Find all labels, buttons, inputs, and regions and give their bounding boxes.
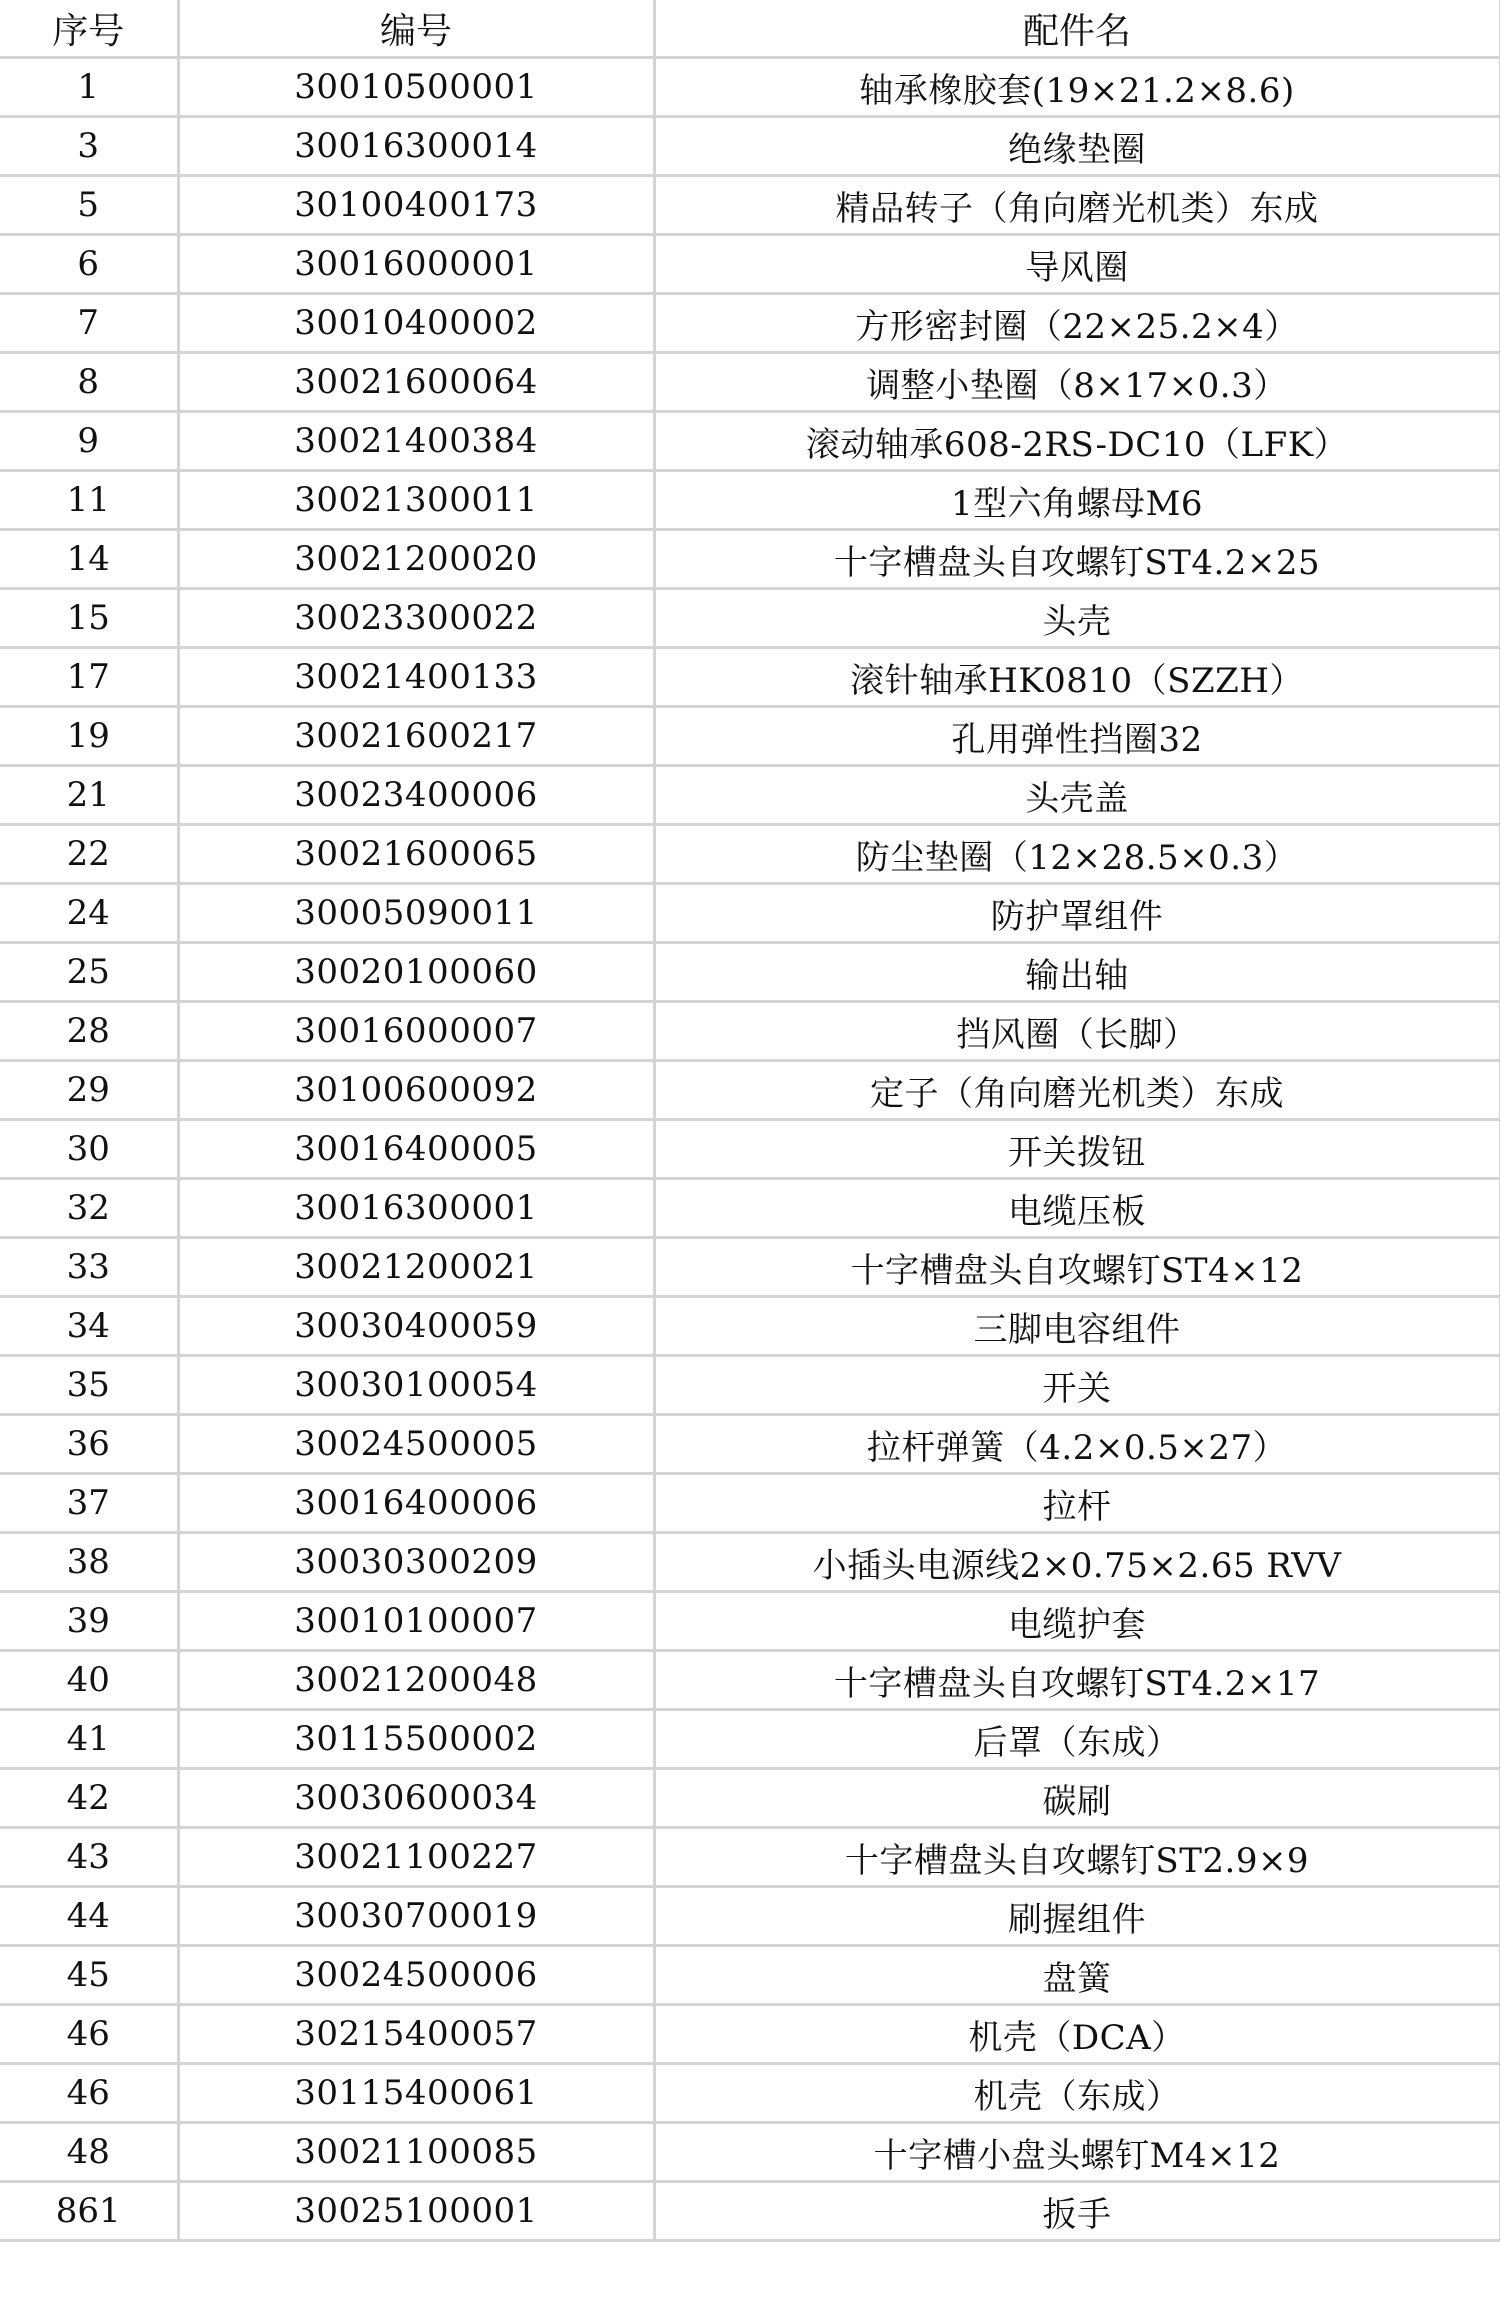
table-row: [0, 1061, 1500, 1120]
cell-code: 30016300001: [178, 1179, 654, 1238]
cell-part-name: 机壳（DCA）: [654, 2005, 1500, 2064]
table-row: [0, 1238, 1500, 1297]
cell-part-name: 扳手: [654, 2182, 1500, 2241]
cell-code: 30024500005: [178, 1415, 654, 1474]
cell-part-name: 拉杆弹簧（4.2×0.5×27）: [654, 1415, 1500, 1474]
cell-code: 30021600217: [178, 707, 654, 766]
cell-code: 30020100060: [178, 943, 654, 1002]
cell-code: 30023400006: [178, 766, 654, 825]
table-row: [0, 884, 1500, 943]
cell-part-name: 滚针轴承HK0810（SZZH）: [654, 648, 1500, 707]
cell-code: 30021100085: [178, 2123, 654, 2182]
cell-index: 40: [0, 1651, 178, 1710]
cell-index: 30: [0, 1120, 178, 1179]
cell-part-name: 头壳: [654, 589, 1500, 648]
cell-code: 30030600034: [178, 1769, 654, 1828]
table-row: [0, 766, 1500, 825]
cell-code: 30100400173: [178, 176, 654, 235]
table-row: [0, 1887, 1500, 1946]
cell-part-name: 碳刷: [654, 1769, 1500, 1828]
table-row: [0, 1297, 1500, 1356]
cell-index: 24: [0, 884, 178, 943]
cell-index: 861: [0, 2182, 178, 2241]
cell-part-name: 定子（角向磨光机类）东成: [654, 1061, 1500, 1120]
cell-index: 46: [0, 2005, 178, 2064]
table-row: [0, 471, 1500, 530]
cell-part-name: 开关拨钮: [654, 1120, 1500, 1179]
table-row: [0, 1474, 1500, 1533]
cell-code: 30030100054: [178, 1356, 654, 1415]
cell-index: 28: [0, 1002, 178, 1061]
cell-code: 30021100227: [178, 1828, 654, 1887]
cell-code: 30016400005: [178, 1120, 654, 1179]
cell-part-name: 拉杆: [654, 1474, 1500, 1533]
cell-code: 30021200021: [178, 1238, 654, 1297]
table-row: [0, 1356, 1500, 1415]
cell-index: 3: [0, 117, 178, 176]
cell-code: 30030400059: [178, 1297, 654, 1356]
cell-code: 30030700019: [178, 1887, 654, 1946]
cell-index: 42: [0, 1769, 178, 1828]
cell-index: 9: [0, 412, 178, 471]
table-row: [0, 117, 1500, 176]
cell-part-name: 十字槽盘头自攻螺钉ST4.2×17: [654, 1651, 1500, 1710]
cell-index: 22: [0, 825, 178, 884]
table-row: [0, 1828, 1500, 1887]
table-row: [0, 1651, 1500, 1710]
cell-code: 30024500006: [178, 1946, 654, 2005]
cell-index: 41: [0, 1710, 178, 1769]
table-row: [0, 530, 1500, 589]
cell-part-name: 小插头电源线2×0.75×2.65 RVV: [654, 1533, 1500, 1592]
cell-code: 30115500002: [178, 1710, 654, 1769]
table-row: [0, 2005, 1500, 2064]
cell-code: 30016000001: [178, 235, 654, 294]
cell-index: 14: [0, 530, 178, 589]
cell-part-name: 后罩（东成）: [654, 1710, 1500, 1769]
cell-index: 43: [0, 1828, 178, 1887]
header-index: 序号: [0, 0, 178, 58]
cell-part-name: 1型六角螺母M6: [654, 471, 1500, 530]
cell-code: 30016000007: [178, 1002, 654, 1061]
cell-code: 30030300209: [178, 1533, 654, 1592]
cell-part-name: 开关: [654, 1356, 1500, 1415]
cell-index: 6: [0, 235, 178, 294]
table-row: [0, 1179, 1500, 1238]
cell-index: 17: [0, 648, 178, 707]
cell-part-name: 盘簧: [654, 1946, 1500, 2005]
cell-part-name: 挡风圈（长脚）: [654, 1002, 1500, 1061]
cell-index: 11: [0, 471, 178, 530]
table-header-row: [0, 0, 1500, 58]
table-row: [0, 176, 1500, 235]
cell-code: 30010500001: [178, 58, 654, 117]
cell-part-name: 头壳盖: [654, 766, 1500, 825]
header-part-name: 配件名: [654, 0, 1500, 58]
cell-index: 36: [0, 1415, 178, 1474]
table-row: [0, 1120, 1500, 1179]
table-row: [0, 707, 1500, 766]
cell-part-name: 电缆护套: [654, 1592, 1500, 1651]
cell-part-name: 十字槽盘头自攻螺钉ST4.2×25: [654, 530, 1500, 589]
cell-index: 5: [0, 176, 178, 235]
cell-part-name: 滚动轴承608-2RS-DC10（LFK）: [654, 412, 1500, 471]
cell-part-name: 电缆压板: [654, 1179, 1500, 1238]
table-row: [0, 2123, 1500, 2182]
cell-index: 8: [0, 353, 178, 412]
cell-index: 19: [0, 707, 178, 766]
cell-index: 33: [0, 1238, 178, 1297]
table-row: [0, 1769, 1500, 1828]
cell-code: 30021600064: [178, 353, 654, 412]
cell-part-name: 精品转子（角向磨光机类）东成: [654, 176, 1500, 235]
cell-part-name: 输出轴: [654, 943, 1500, 1002]
cell-code: 30016300014: [178, 117, 654, 176]
cell-code: 30005090011: [178, 884, 654, 943]
cell-code: 30021300011: [178, 471, 654, 530]
table-row: [0, 1533, 1500, 1592]
cell-code: 30010400002: [178, 294, 654, 353]
cell-index: 32: [0, 1179, 178, 1238]
table-row: [0, 412, 1500, 471]
table-row: [0, 235, 1500, 294]
cell-part-name: 方形密封圈（22×25.2×4）: [654, 294, 1500, 353]
cell-part-name: 绝缘垫圈: [654, 117, 1500, 176]
table-row: [0, 1592, 1500, 1651]
cell-index: 46: [0, 2064, 178, 2123]
cell-index: 39: [0, 1592, 178, 1651]
cell-index: 21: [0, 766, 178, 825]
table-row: [0, 2182, 1500, 2241]
table-row: [0, 943, 1500, 1002]
cell-code: 30021200048: [178, 1651, 654, 1710]
cell-code: 30115400061: [178, 2064, 654, 2123]
cell-index: 15: [0, 589, 178, 648]
table-row: [0, 648, 1500, 707]
table-row: [0, 825, 1500, 884]
cell-code: 30016400006: [178, 1474, 654, 1533]
cell-code: 30021400384: [178, 412, 654, 471]
cell-part-name: 防护罩组件: [654, 884, 1500, 943]
table-row: [0, 2064, 1500, 2123]
table-row: [0, 294, 1500, 353]
cell-code: 30021400133: [178, 648, 654, 707]
cell-index: 38: [0, 1533, 178, 1592]
cell-part-name: 十字槽盘头自攻螺钉ST2.9×9: [654, 1828, 1500, 1887]
cell-index: 34: [0, 1297, 178, 1356]
cell-part-name: 十字槽盘头自攻螺钉ST4×12: [654, 1238, 1500, 1297]
cell-code: 30021200020: [178, 530, 654, 589]
cell-code: 30215400057: [178, 2005, 654, 2064]
cell-index: 7: [0, 294, 178, 353]
cell-part-name: 调整小垫圈（8×17×0.3）: [654, 353, 1500, 412]
cell-index: 25: [0, 943, 178, 1002]
cell-part-name: 刷握组件: [654, 1887, 1500, 1946]
cell-part-name: 导风圈: [654, 235, 1500, 294]
table-row: [0, 58, 1500, 117]
table-row: [0, 589, 1500, 648]
cell-part-name: 三脚电容组件: [654, 1297, 1500, 1356]
table-row: [0, 1710, 1500, 1769]
table-row: [0, 1002, 1500, 1061]
cell-part-name: 机壳（东成）: [654, 2064, 1500, 2123]
cell-index: 48: [0, 2123, 178, 2182]
cell-code: 30100600092: [178, 1061, 654, 1120]
table-row: [0, 353, 1500, 412]
cell-part-name: 孔用弹性挡圈32: [654, 707, 1500, 766]
cell-index: 44: [0, 1887, 178, 1946]
table-row: [0, 1415, 1500, 1474]
cell-code: 30021600065: [178, 825, 654, 884]
cell-index: 45: [0, 1946, 178, 2005]
cell-index: 37: [0, 1474, 178, 1533]
cell-code: 30025100001: [178, 2182, 654, 2241]
cell-code: 30023300022: [178, 589, 654, 648]
cell-index: 35: [0, 1356, 178, 1415]
cell-part-name: 十字槽小盘头螺钉M4×12: [654, 2123, 1500, 2182]
cell-part-name: 轴承橡胶套(19×21.2×8.6): [654, 58, 1500, 117]
header-code: 编号: [178, 0, 654, 58]
cell-index: 29: [0, 1061, 178, 1120]
cell-index: 1: [0, 58, 178, 117]
cell-part-name: 防尘垫圈（12×28.5×0.3）: [654, 825, 1500, 884]
table-row: [0, 1946, 1500, 2005]
cell-code: 30010100007: [178, 1592, 654, 1651]
